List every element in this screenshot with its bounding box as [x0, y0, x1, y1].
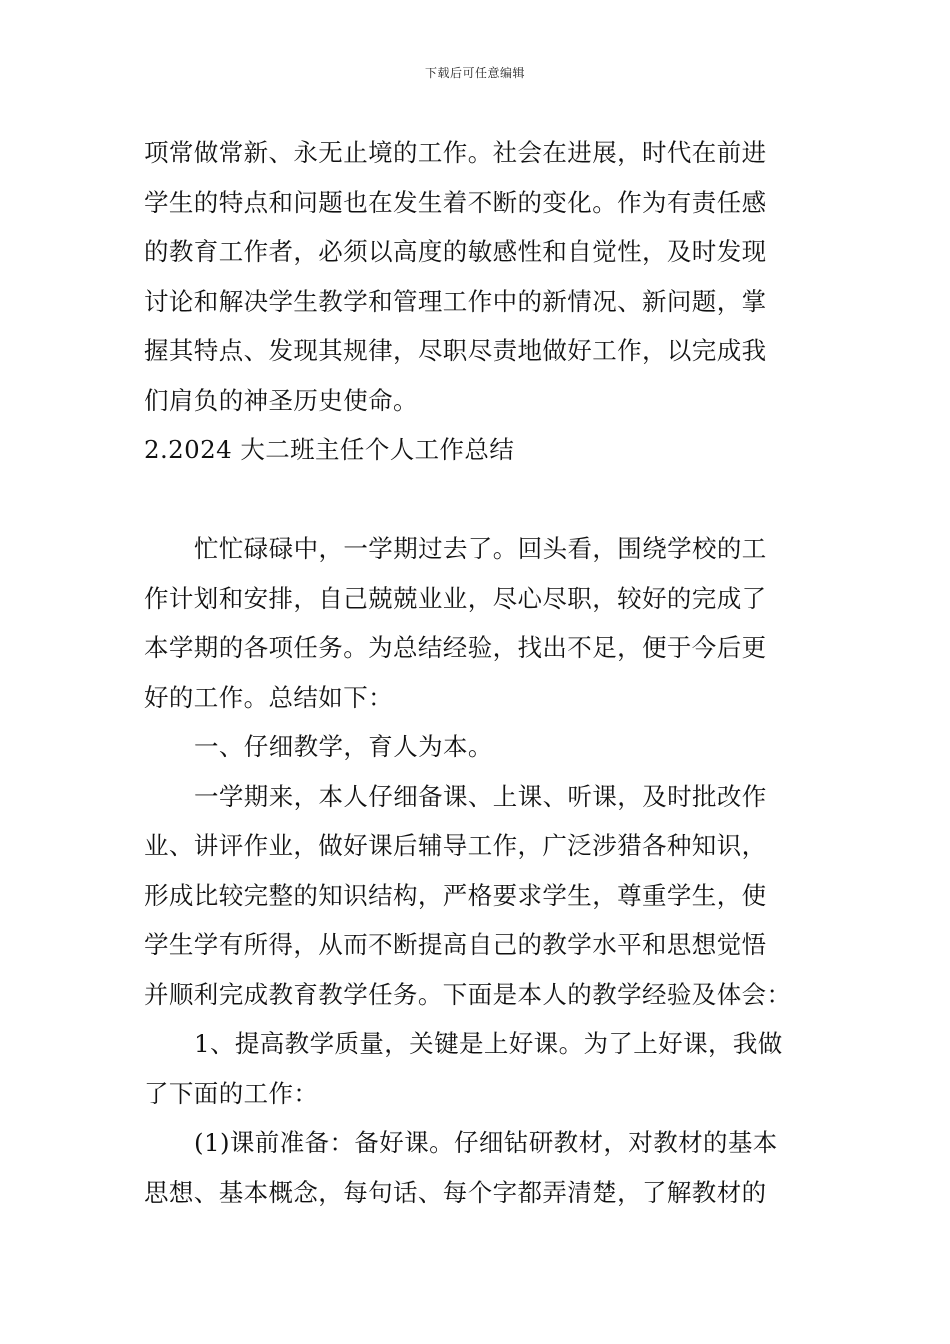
text-line: 们肩负的神圣历史使命。: [144, 385, 418, 415]
text-line: 思想、基本概念，每句话、每个字都弄清楚，了解教材的: [144, 1177, 767, 1207]
paragraph-quality: [144, 1019, 814, 1118]
document-body: [144, 128, 814, 1217]
paragraph-intro: [144, 524, 814, 722]
paragraph-preparation: [144, 1118, 814, 1217]
text-line: 了下面的工作：: [144, 1078, 319, 1108]
text-line: 好的工作。总结如下：: [144, 682, 393, 712]
text-line: 本学期的各项任务。为总结经验，找出不足，便于今后更: [144, 633, 767, 662]
text-line: (1)课前准备：备好课。仔细钻研教材，对教材的基本: [194, 1128, 778, 1157]
blank-line: [144, 475, 814, 525]
text-line: 学生学有所得，从而不断提高自己的教学水平和思想觉悟: [144, 930, 767, 959]
text-line: 的教育工作者，必须以高度的敏感性和自觉性，及时发现: [144, 237, 767, 266]
page-header: 下载后可任意编辑: [424, 66, 525, 80]
text-line: 讨论和解决学生教学和管理工作中的新情况、新问题，掌: [144, 286, 767, 316]
paragraph-teaching: [144, 772, 814, 1020]
text-line: 业、讲评作业，做好课后辅导工作，广泛涉猎各种知识，: [144, 831, 767, 860]
text-line: 1、提高教学质量，关键是上好课。为了上好课，我做: [194, 1029, 783, 1058]
text-line: 并顺利完成教育教学任务。下面是本人的教学经验及体会：: [144, 979, 792, 1009]
text-line: 握其特点、发现其规律，尽职尽责地做好工作，以完成我: [144, 336, 767, 365]
text-line: 作计划和安排，自己兢兢业业，尽心尽职，较好的完成了: [144, 583, 767, 613]
text-line: 形成比较完整的知识结构，严格要求学生，尊重学生，使: [144, 880, 767, 910]
paragraph-continuation: [144, 128, 814, 425]
text-line: 学生的特点和问题也在发生着不断的变化。作为有责任感: [144, 187, 767, 217]
section-title: 2.2024 大二班主任个人工作总结: [144, 435, 515, 464]
text-line: 一学期来，本人仔细备课、上课、听课，及时批改作: [194, 781, 767, 811]
text-line: 项常做常新、永无止境的工作。社会在进展，时代在前进: [144, 138, 767, 167]
text-line: 忙忙碌碌中，一学期过去了。回头看，围绕学校的工: [194, 534, 767, 563]
subheading: 一、仔细教学，育人为本。: [194, 732, 493, 761]
